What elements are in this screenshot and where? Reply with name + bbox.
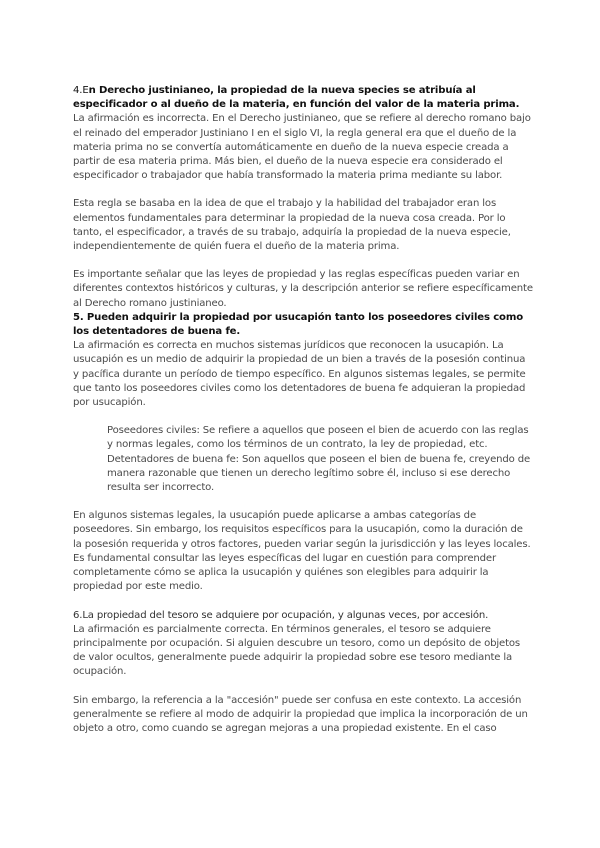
question-6: 6.La propiedad del tesoro se adquiere por ocupación, y algunas veces, por accesión. [73,609,489,621]
question-5-text: 5. Pueden adquirir la propiedad por usucapión tanto los poseedores civiles como los detentadores de buena fe. [73,311,523,338]
indented-block [73,424,533,495]
question-5 [73,311,533,339]
spacer [73,680,533,694]
indented-item-poseedores: Poseedores civiles: Se refiere a aquellos que poseen el bien de acuerdo con las reglas y normas legales, como los términos de un contrato, la ley de propiedad, etc. [107,425,529,451]
answer-4-paragraph-2: Esta regla se basaba en la idea de que el trabajo y la habilidad del trabajador eran los elementos fundamentales para determinar la propiedad de la nueva cosa creada. Por lo tanto, el especificador, a través de su trabajo, adquiría la propiedad de la nueva especie, independientemente de quién fuera el dueño de la materia prima. [73,198,511,253]
indented-item-detentadores: Detentadores de buena fe: Son aquellos que poseen el bien de buena fe, creyendo de manera razonable que tienen un derecho legítimo sobre él, incluso si ese derecho resulta ser incorrecto. [107,453,531,494]
spacer [73,183,533,197]
spacer [73,595,533,609]
document-page [73,84,533,736]
question-4-text: n Derecho justinianeo, la propiedad de la nueva species se atribuía al especificador o al dueño de la materia, en función del valor de la materia prima. [73,85,520,111]
answer-6-paragraph-1: La afirmación es parcialmente correcta. En términos generales, el tesoro se adquiere principalmente por ocupación. Si alguien descubre un tesoro, como un depósito de objetos de valor ocultos, generalmente puede adquirir la propiedad sobre ese tesoro mediante la ocupación. [73,623,521,678]
answer-4-paragraph-1: La afirmación es incorrecta. En el Derecho justinianeo, que se refiere al derecho romano bajo el reinado del emperador Justiniano I en el siglo VI, la regla general era que el dueño de la materia prima no se convertía automáticamente en dueño de la nueva especie creada a partir de esa materia prima. Más bien, el dueño de la nueva especie era considerado el especificador o trabajador que había transformado la materia prima mediante su labor. [73,113,531,182]
spacer [73,495,533,509]
answer-4-paragraph-3: Es importante señalar que las leyes de propiedad y las reglas específicas pueden variar en diferentes contextos históricos y culturas, y la descripción anterior se refiere específicamente al Derecho romano justinianeo. [73,269,533,309]
answer-5-paragraph-1: La afirmación es correcta en muchos sistemas jurídicos que reconocen la usucapión. La usucapión es un medio de adquirir la propiedad de un bien a través de la posesión continua y pacífica durante un período de tiempo específico. En algunos sistemas legales, se permite que tanto los poseedores civiles como los detentadores de buena fe adquieran la propiedad por usucapión. [73,340,526,409]
answer-5-paragraph-2: En algunos sistemas legales, la usucapión puede aplicarse a ambas categorías de poseedores. Sin embargo, los requisitos específicos para la usucapión, como la duración de la posesión requerida y otros factores, pueden variar según la jurisdicción y las leyes locales. Es fundamental consultar las leyes específicas del lugar en cuestión para comprender completamente cómo se aplica la usucapión y quiénes son elegibles para adquirir la propiedad por este medio. [73,510,531,593]
spacer [73,410,533,424]
answer-6-paragraph-2: Sin embargo, la referencia a la "accesión" puede ser confusa en este contexto. La accesión generalmente se refiere al modo de adquirir la propiedad que implica la incorporación de un objeto a otro, como cuando se agregan mejoras a una propiedad existente. En el caso [73,694,528,734]
spacer [73,254,533,268]
question-4 [73,84,533,112]
question-4-number: 4.E [73,85,89,96]
